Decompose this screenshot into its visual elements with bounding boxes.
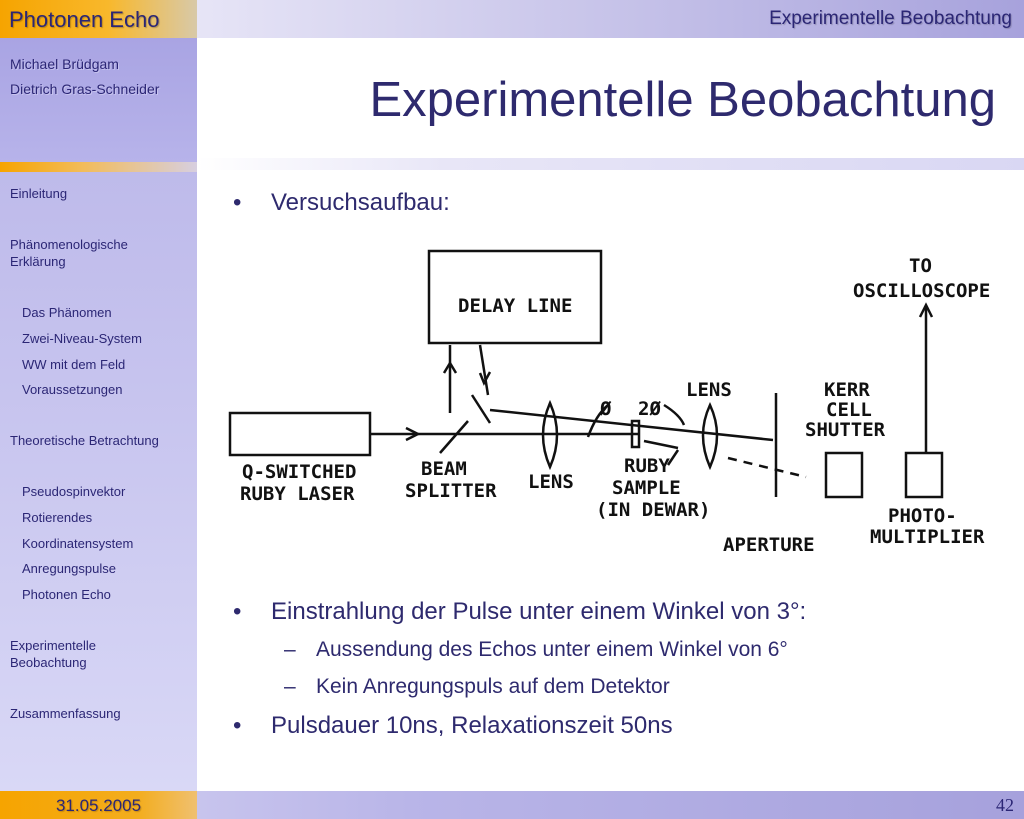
kerr-cell-box [826, 453, 862, 497]
experimental-setup-diagram [228, 245, 1018, 565]
bullet-text: Pulsdauer 10ns, Relaxationszeit 50ns [271, 712, 673, 739]
bullet-pulsdauer [233, 712, 673, 740]
angle-phi-label: Ø [600, 398, 612, 420]
dash-icon: – [284, 638, 296, 661]
sample-label: SAMPLE [612, 477, 681, 499]
cell-label: CELL [826, 399, 872, 421]
nav-item-phaenomenologische-erklaerung[interactable]: Phänomenologische Erklärung [10, 237, 128, 269]
sub-bullet-echo-winkel [284, 638, 788, 662]
dash-icon: – [284, 675, 296, 698]
bullet-icon: • [233, 189, 242, 216]
bullet-versuchsaufbau [233, 189, 450, 217]
bullet-einstrahlung [233, 598, 807, 626]
beam-label: BEAM [421, 458, 467, 480]
splitter-label: SPLITTER [405, 480, 497, 502]
nav-item-pseudospinvektor[interactable]: Pseudospinvektor [22, 484, 126, 499]
author-name: Dietrich Gras-Schneider [10, 81, 160, 97]
divider [0, 162, 197, 172]
lens-label-1: LENS [528, 471, 574, 493]
sidebar [0, 38, 197, 791]
oscilloscope-label: OSCILLOSCOPE [853, 280, 991, 302]
lens-label-2: LENS [686, 379, 732, 401]
slide-title: Experimentelle Beobachtung [369, 73, 996, 127]
ruby-label: RUBY [624, 455, 670, 477]
ruby-laser-label: RUBY LASER [240, 483, 355, 505]
footer-date: 31.05.2005 [0, 791, 197, 819]
authors-panel [0, 38, 197, 162]
section-header: Experimentelle Beobachtung [769, 8, 1012, 29]
nav-item-zwei-niveau-system[interactable]: Zwei-Niveau-System [22, 331, 142, 346]
footer-bar [0, 791, 1024, 819]
nav-item-experimentelle-beobachtung[interactable]: Experimentelle Beobachtung [10, 638, 96, 670]
shutter-label: SHUTTER [805, 419, 886, 441]
nav-item-voraussetzungen[interactable]: Voraussetzungen [22, 382, 123, 397]
bullet-icon: • [233, 598, 242, 625]
nav-item-ww-mit-dem-feld[interactable]: WW mit dem Feld [22, 357, 126, 372]
in-dewar-label: (IN DEWAR) [596, 499, 711, 521]
nav-item-einleitung[interactable]: Einleitung [10, 186, 68, 201]
nav-item-zusammenfassung[interactable]: Zusammenfassung [10, 706, 121, 721]
ruby-laser-box [230, 413, 370, 455]
nav-item-anregungspulse[interactable]: Anregungspulse [22, 561, 116, 576]
angle-2phi-label: 2Ø [638, 398, 661, 420]
to-label: TO [909, 255, 932, 277]
author-name: Michael Brüdgam [10, 56, 119, 72]
nav-item-koordinatensystem[interactable]: Koordinatensystem [22, 536, 134, 551]
nav-item-das-phaenomen[interactable]: Das Phänomen [22, 305, 112, 320]
nav-item-theoretische-betrachtung[interactable]: Theoretische Betrachtung [10, 433, 159, 448]
nav-item-rotierendes[interactable]: Rotierendes [22, 510, 93, 525]
kerr-label: KERR [824, 379, 870, 401]
page-number: 42 [996, 795, 1014, 815]
photomultiplier-box [906, 453, 942, 497]
bullet-text: Einstrahlung der Pulse unter einem Winkel von 3°: [271, 598, 807, 625]
multiplier-label: MULTIPLIER [870, 526, 985, 548]
presentation-title: Photonen Echo [0, 0, 197, 38]
sub-bullet-text: Kein Anregungspuls auf dem Detektor [316, 675, 670, 698]
q-switched-label: Q-SWITCHED [242, 461, 357, 483]
sub-bullet-kein-anregungspuls [284, 675, 670, 699]
title-underline [197, 158, 1024, 170]
bullet-text: Versuchsaufbau: [271, 189, 450, 216]
sub-bullet-text: Aussendung des Echos unter einem Winkel von 6° [316, 638, 788, 661]
nav-item-photonen-echo[interactable]: Photonen Echo [22, 587, 111, 602]
bullet-icon: • [233, 712, 242, 739]
delay-line-label: DELAY LINE [458, 295, 573, 317]
top-banner [0, 0, 1024, 38]
aperture-label: APERTURE [723, 534, 815, 556]
photo-label: PHOTO- [888, 505, 957, 527]
